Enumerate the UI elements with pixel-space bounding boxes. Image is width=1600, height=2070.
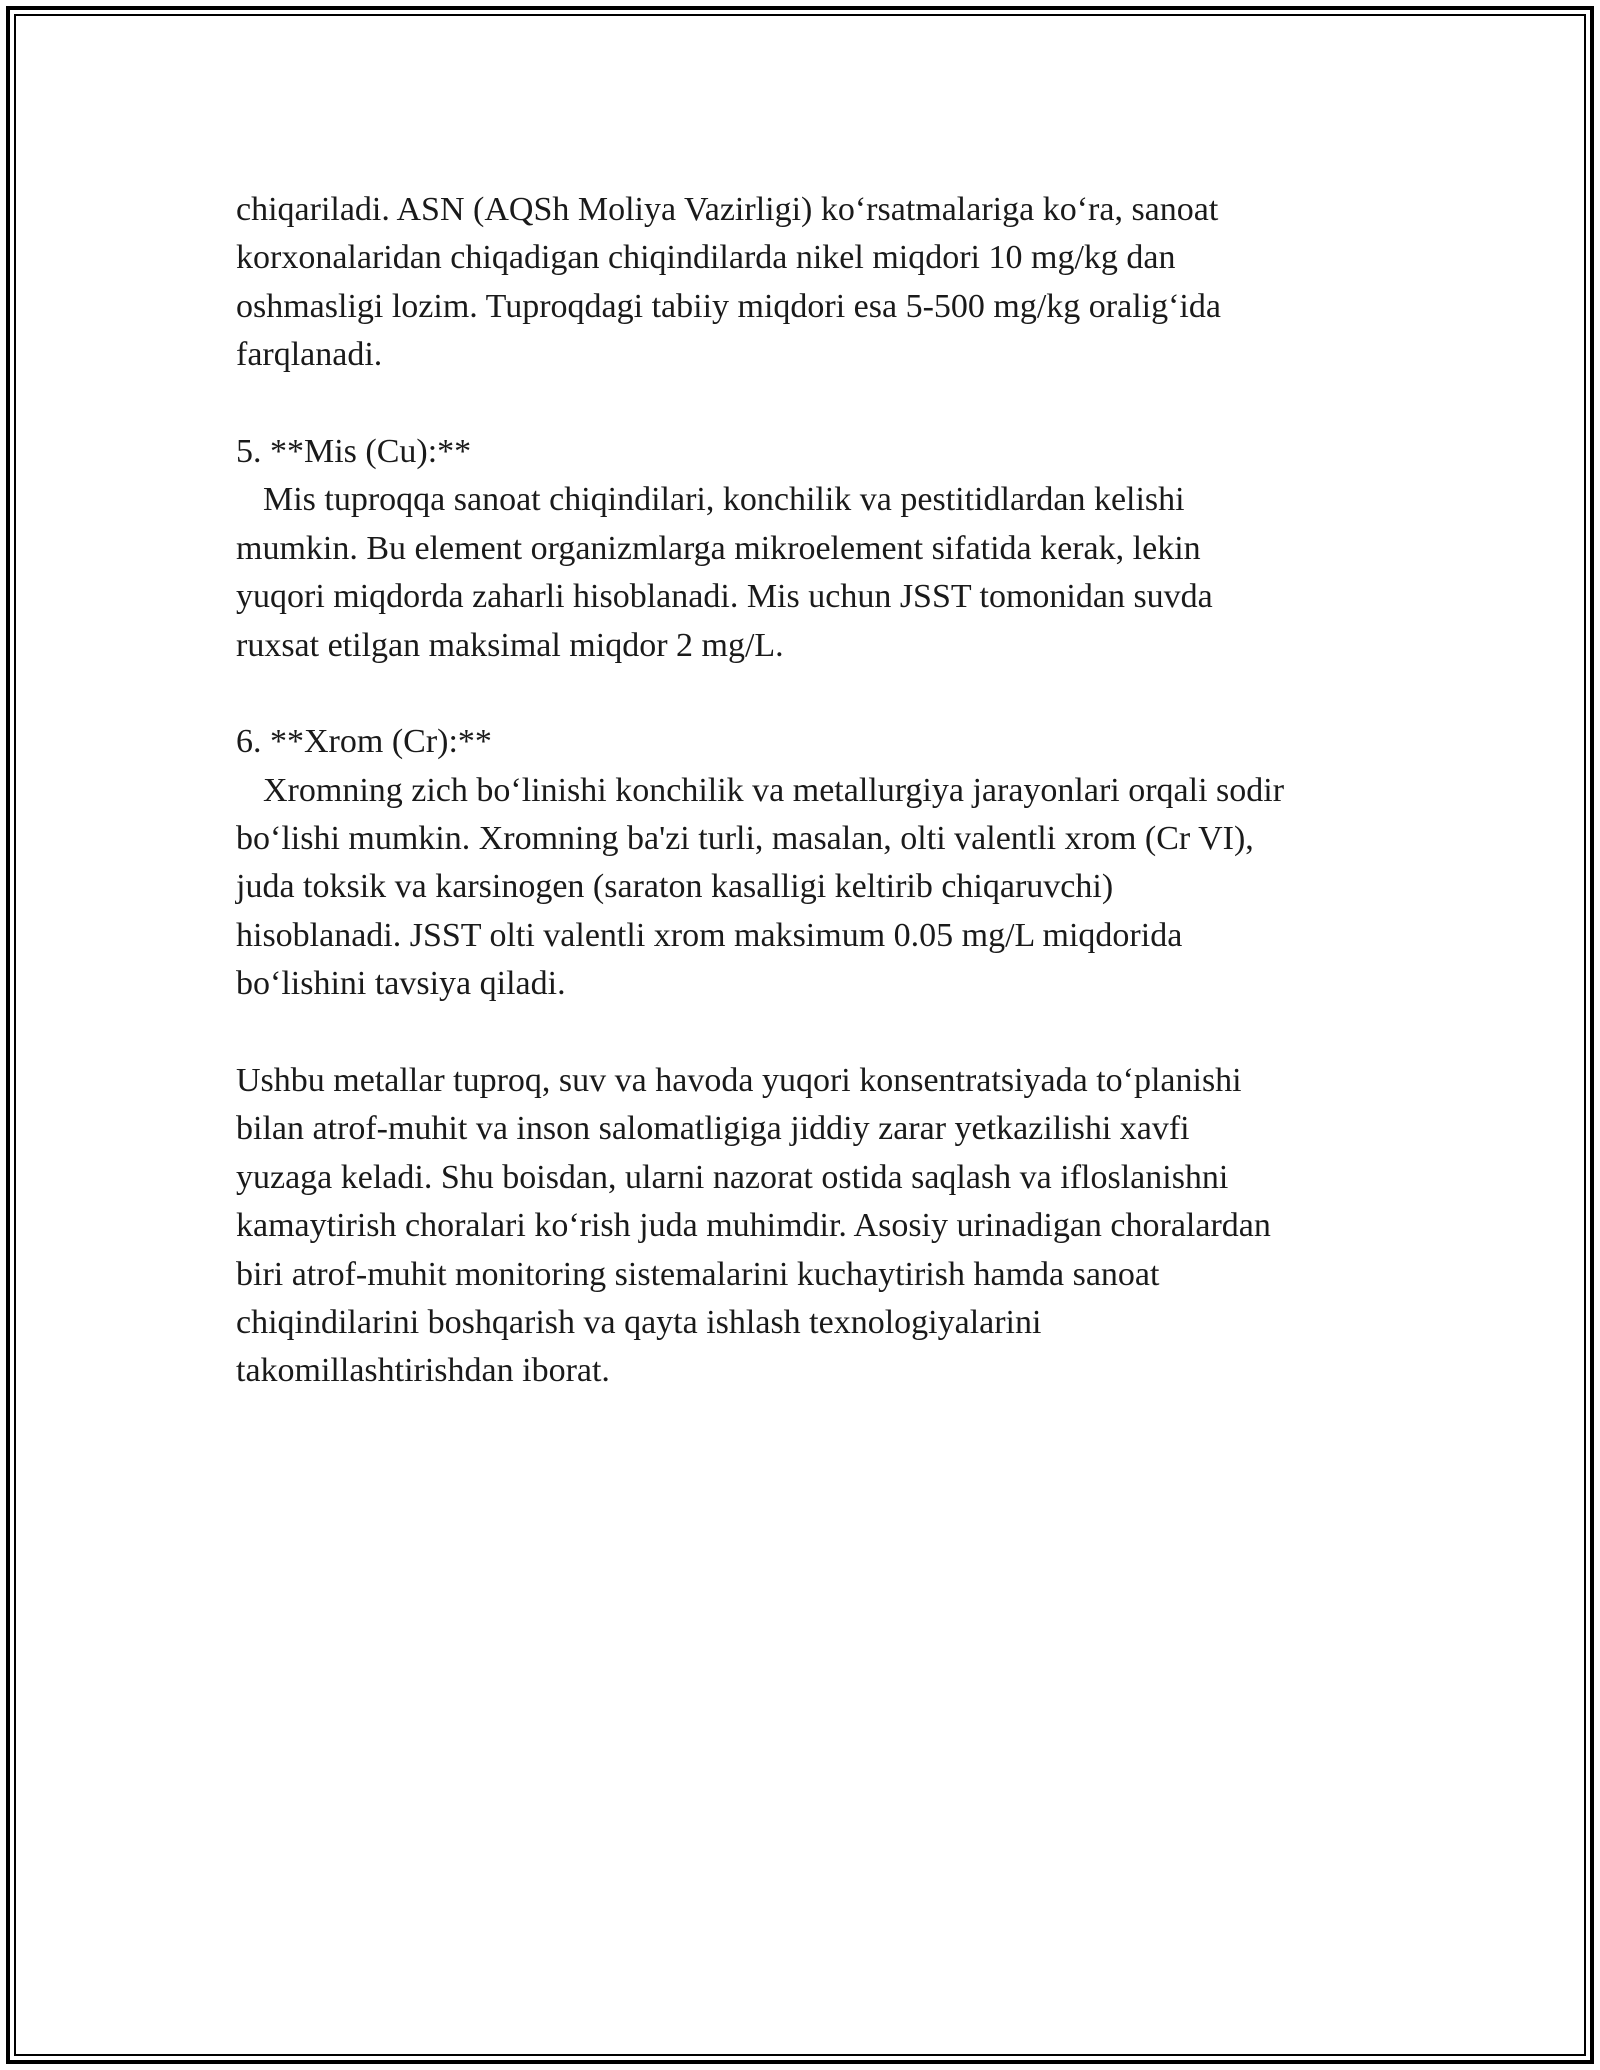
section-heading-chromium: 6. **Xrom (Cr):** bbox=[236, 723, 492, 761]
paragraph-gap bbox=[236, 1009, 1386, 1057]
text-line: korxonalaridan chiqadigan chiqindilarda nikel miqdori 10 mg/kg dan bbox=[236, 239, 1176, 277]
document-body bbox=[236, 186, 1386, 1396]
text-line: oshmasligi lozim. Tuproqdagi tabiiy miqdori esa 5-500 mg/kg oralig‘ida bbox=[236, 287, 1221, 325]
text-line: mumkin. Bu element organizmlarga mikroelement sifatida kerak, lekin bbox=[236, 529, 1201, 567]
paragraph-gap bbox=[236, 670, 1386, 718]
text-line: yuzaga keladi. Shu boisdan, ularni nazorat ostida saqlash va ifloslanishni bbox=[236, 1158, 1229, 1196]
text-line: juda toksik va karsinogen (saraton kasalligi keltirib chiqaruvchi) bbox=[236, 868, 1114, 906]
text-line: kamaytirish choralari ko‘rish juda muhimdir. Asosiy urinadigan choralardan bbox=[236, 1207, 1271, 1245]
paragraph-conclusion bbox=[236, 1057, 1386, 1396]
text-line: Xromning zich bo‘linishi konchilik va metallurgiya jarayonlari orqali sodir bbox=[263, 771, 1285, 809]
text-line: Ushbu metallar tuproq, suv va havoda yuqori konsentratsiyada to‘planishi bbox=[236, 1062, 1242, 1100]
text-line: biri atrof-muhit monitoring sistemalarini kuchaytirish hamda sanoat bbox=[236, 1255, 1160, 1293]
text-line: ruxsat etilgan maksimal miqdor 2 mg/L. bbox=[236, 626, 784, 664]
section-heading-copper: 5. **Mis (Cu):** bbox=[236, 432, 472, 470]
text-line: bilan atrof-muhit va inson salomatligiga jiddiy zarar yetkazilishi xavfi bbox=[236, 1110, 1190, 1148]
text-line: bo‘lishini tavsiya qiladi. bbox=[236, 965, 566, 1003]
text-line: farqlanadi. bbox=[236, 336, 383, 374]
text-line: bo‘lishi mumkin. Xromning ba'zi turli, masalan, olti valentli xrom (Cr VI), bbox=[236, 820, 1254, 858]
paragraph-gap bbox=[236, 380, 1386, 428]
text-line: hisoblanadi. JSST olti valentli xrom maksimum 0.05 mg/L miqdorida bbox=[236, 916, 1183, 954]
text-line: chiqariladi. ASN (AQSh Moliya Vazirligi) ko‘rsatmalariga ko‘ra, sanoat bbox=[236, 191, 1219, 228]
text-line: yuqori miqdorda zaharli hisoblanadi. Mis uchun JSST tomonidan suvda bbox=[236, 578, 1213, 616]
section-chromium bbox=[236, 718, 1386, 1008]
text-line: Mis tuproqqa sanoat chiqindilari, konchilik va pestitidlardan kelishi bbox=[263, 481, 1185, 519]
text-line: takomillashtirishdan iborat. bbox=[236, 1352, 610, 1390]
text-line: chiqindilarini boshqarish va qayta ishlash texnologiyalarini bbox=[236, 1303, 1042, 1341]
paragraph-nickel-continuation bbox=[236, 186, 1386, 380]
section-copper bbox=[236, 428, 1386, 670]
